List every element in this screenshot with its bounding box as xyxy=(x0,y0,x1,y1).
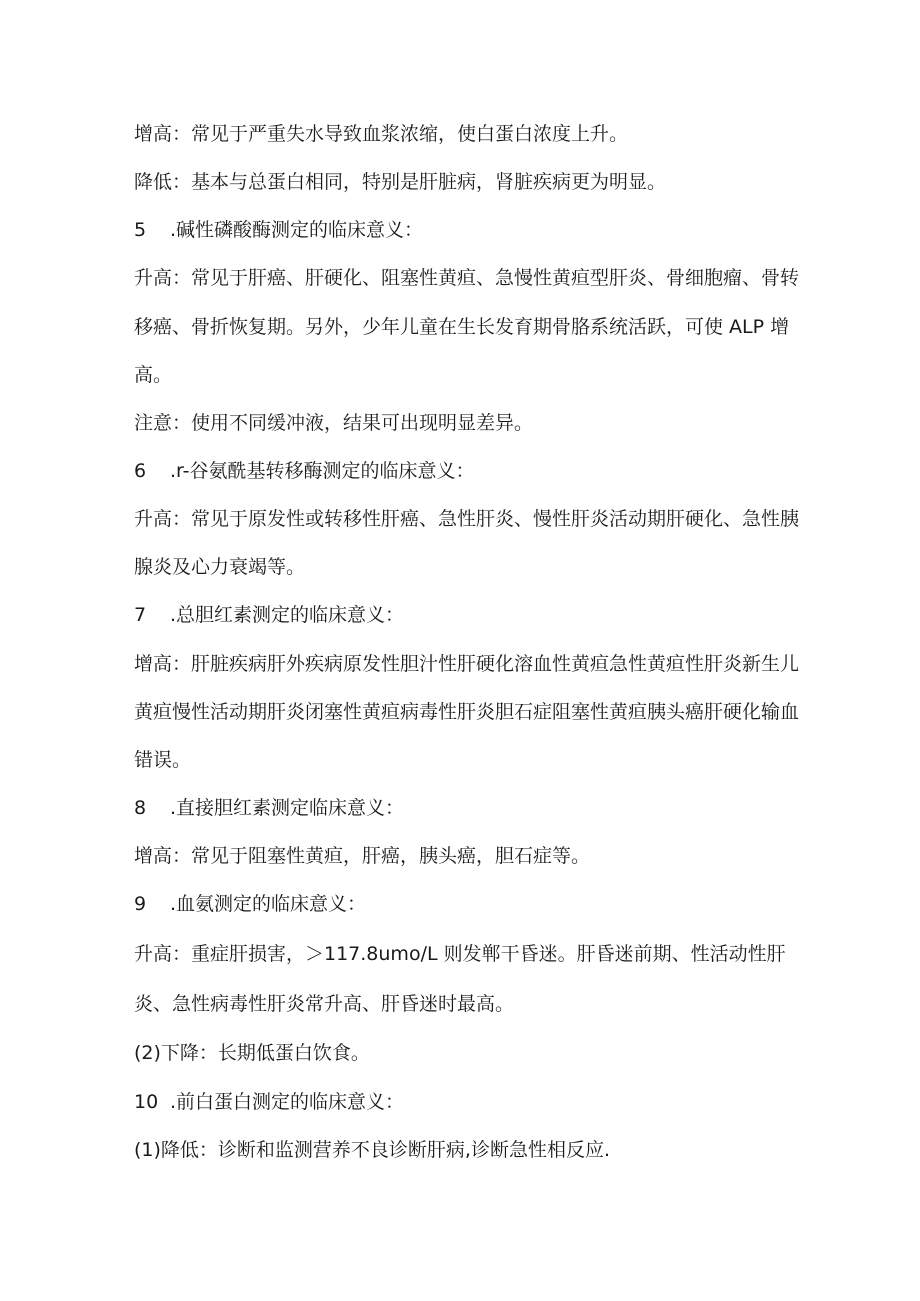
paragraph-line: 高。 xyxy=(134,364,173,386)
section-heading: 9 .血氨测定的临床意义： xyxy=(134,893,367,915)
section-heading: 7 .总胆红素测定的临床意义： xyxy=(134,604,405,626)
paragraph-line: 错误。 xyxy=(134,749,192,771)
paragraph-line: 增高：肝脏疾病肝外疾病原发性胆汁性肝硬化溶血性黄疸急性黄疸性肝炎新生儿 xyxy=(134,653,800,675)
paragraph-line: 升高：重症肝损害，＞117.8umo∕L 则发郸干昏迷。肝昏迷前期、性活动性肝 xyxy=(134,943,786,965)
section-heading: 8 .直接胆红素测定临床意义： xyxy=(134,797,405,819)
paragraph-line: 炎、急性病毒性肝炎常升高、肝昏迷时最高。 xyxy=(134,993,515,1015)
paragraph-line: 增高：常见于严重失水导致血浆浓缩，使白蛋白浓度上升。 xyxy=(134,123,629,145)
paragraph-line: 腺炎及心力衰竭等。 xyxy=(134,556,306,578)
section-heading: 6 .r-谷氨酰基转移酶测定的临床意义： xyxy=(134,460,475,482)
paragraph-line: 降低：基本与总蛋白相同，特别是肝脏病，肾脏疾病更为明显。 xyxy=(134,171,667,193)
paragraph-line: 黄疸慢性活动期肝炎闭塞性黄疸病毒性肝炎胆石症阻塞性黄疸胰头癌肝硬化输血 xyxy=(134,701,800,723)
paragraph-line: 升高：常见于原发性或转移性肝癌、急性肝炎、慢性肝炎活动期肝硬化、急性胰 xyxy=(134,508,800,530)
section-heading: 10 .前白蛋白测定的临床意义： xyxy=(134,1091,405,1113)
paragraph-line: 升高：常见于肝癌、肝硬化、阻塞性黄疸、急慢性黄疸型肝炎、骨细胞瘤、骨转 xyxy=(134,267,800,289)
section-heading: 5 .碱性磷酸酶测定的临床意义： xyxy=(134,219,424,241)
paragraph-line: 注意：使用不同缓冲液，结果可出现明显差异。 xyxy=(134,412,534,434)
paragraph-line: 增高：常见于阻塞性黄疸，肝癌，胰头癌，胆石症等。 xyxy=(134,845,591,867)
paragraph-line: 移癌、骨折恢复期。另外，少年儿童在生长发育期骨胳系统活跃，可使 ALP 增 xyxy=(134,316,790,338)
paragraph-line: (1)降低：诊断和监测营养不良诊断肝病,诊断急性相反应. xyxy=(134,1139,610,1161)
paragraph-line: (2)下降：长期低蛋白饮食。 xyxy=(134,1042,370,1064)
